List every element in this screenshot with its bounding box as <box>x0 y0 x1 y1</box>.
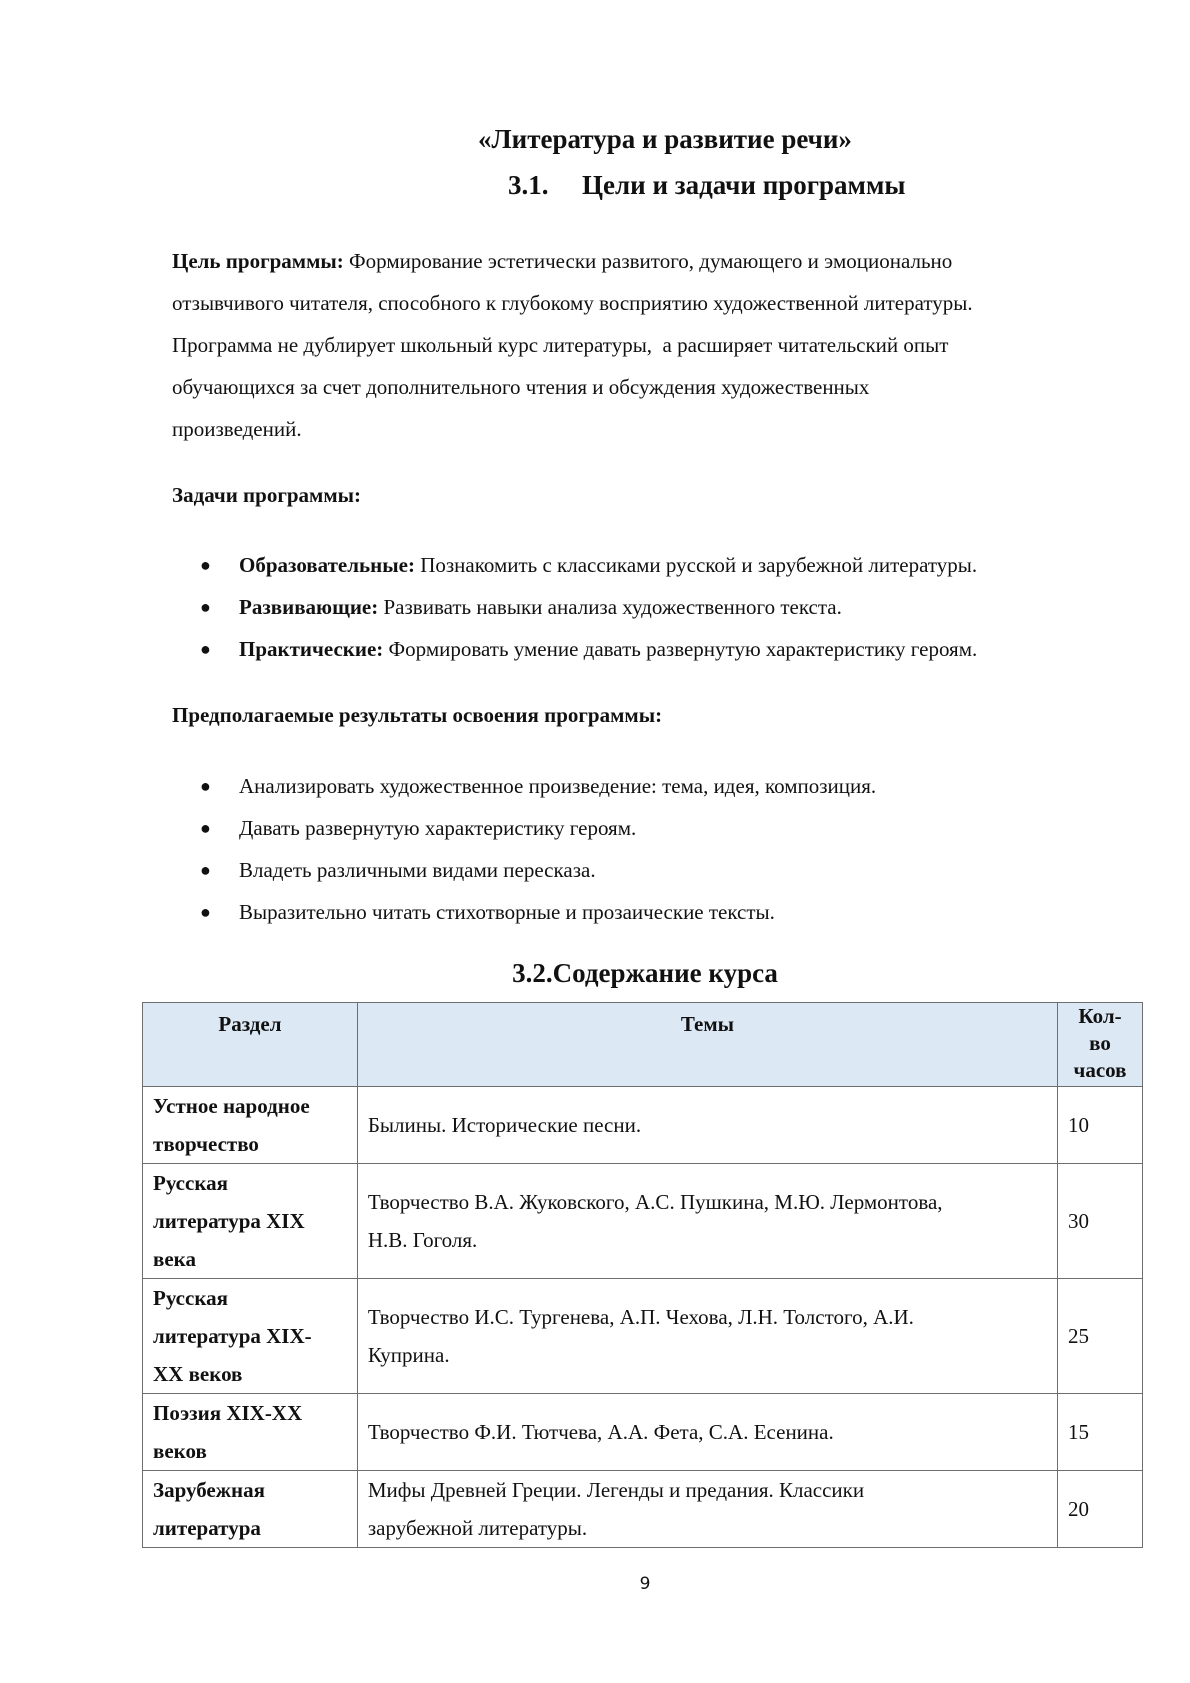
bullet-icon: ● <box>200 597 211 617</box>
column-header-hours: Кол- во часов <box>1058 1003 1143 1087</box>
results-list <box>172 765 876 933</box>
bullet-icon: ● <box>200 639 211 659</box>
table-row <box>143 1087 1143 1164</box>
hours-cell: 25 <box>1058 1279 1143 1394</box>
page-number: 9 <box>639 1574 651 1594</box>
bullet-icon: ● <box>200 860 211 880</box>
section-cell: Русская литература XIX- XX веков <box>143 1279 358 1394</box>
document-title: «Литература и развитие речи» <box>478 124 852 154</box>
topics-cell: Мифы Древней Греции. Легенды и предания. Классики зарубежной литературы. <box>357 1471 1057 1548</box>
topics-cell: Творчество В.А. Жуковского, А.С. Пушкина, М.Ю. Лермонтова, Н.В. Гоголя. <box>357 1164 1057 1279</box>
goal-label: Цель программы: <box>172 249 344 273</box>
goal-line: отзывчивого читателя, способного к глубокому восприятию художественной литературы. <box>172 291 973 315</box>
section-title: Цели и задачи программы <box>582 170 906 200</box>
section-cell: Поэзия XIX-XX веков <box>143 1394 358 1471</box>
bullet-icon: ● <box>200 818 211 838</box>
section-number: 3.1. <box>508 170 549 200</box>
hours-cell: 15 <box>1058 1394 1143 1471</box>
bullet-icon: ● <box>200 776 211 796</box>
section-cell: Устное народное творчество <box>143 1087 358 1164</box>
column-header-topics: Темы <box>357 1003 1057 1087</box>
topics-cell: Былины. Исторические песни. <box>357 1087 1057 1164</box>
list-item: ● Анализировать художественное произведение: тема, идея, композиция. <box>172 765 876 807</box>
table-row <box>143 1164 1143 1279</box>
table-row <box>143 1471 1143 1548</box>
section-cell: Русская литература XIX века <box>143 1164 358 1279</box>
results-heading: Предполагаемые результаты освоения программы: <box>172 703 663 727</box>
section-cell: Зарубежная литература <box>143 1471 358 1548</box>
list-item: ● Развивающие: Развивать навыки анализа художественного текста. <box>172 586 977 628</box>
tasks-list <box>172 544 977 670</box>
section-heading-3-1 <box>508 170 905 201</box>
bullet-icon: ● <box>200 555 211 575</box>
goal-line: обучающихся за счет дополнительного чтения и обсуждения художественных <box>172 375 870 399</box>
table-row <box>143 1394 1143 1471</box>
table-row <box>143 1279 1143 1394</box>
hours-cell: 20 <box>1058 1471 1143 1548</box>
list-item: ● Владеть различными видами пересказа. <box>172 849 876 891</box>
goal-line: Цель программы: Формирование эстетически развитого, думающего и эмоционально <box>172 249 953 273</box>
hours-cell: 10 <box>1058 1087 1143 1164</box>
list-item: ● Практические: Формировать умение давать развернутую характеристику героям. <box>172 628 977 670</box>
list-item: ● Выразительно читать стихотворные и прозаические тексты. <box>172 891 876 933</box>
tasks-heading: Задачи программы: <box>172 483 362 507</box>
section-heading-3-2: 3.2.Содержание курса <box>512 958 778 988</box>
hours-cell: 30 <box>1058 1164 1143 1279</box>
goal-line: Программа не дублирует школьный курс литературы, а расширяет читательский опыт <box>172 333 949 357</box>
list-item: ● Образовательные: Познакомить с классиками русской и зарубежной литературы. <box>172 544 977 586</box>
column-header-section: Раздел <box>143 1003 358 1087</box>
topics-cell: Творчество И.С. Тургенева, А.П. Чехова, Л.Н. Толстого, А.И. Куприна. <box>357 1279 1057 1394</box>
bullet-icon: ● <box>200 902 211 922</box>
table-header-row <box>143 1003 1143 1087</box>
goal-line: произведений. <box>172 417 302 441</box>
course-content-table <box>142 1002 1143 1548</box>
topics-cell: Творчество Ф.И. Тютчева, А.А. Фета, С.А. Есенина. <box>357 1394 1057 1471</box>
list-item: ● Давать развернутую характеристику героям. <box>172 807 876 849</box>
goal-paragraph <box>172 240 1122 450</box>
